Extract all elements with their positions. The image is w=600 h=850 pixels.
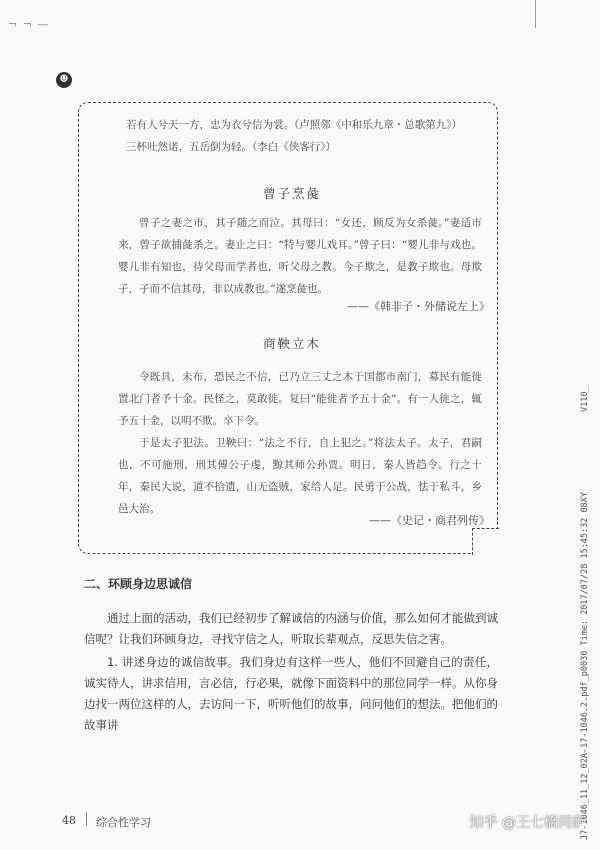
crop-line [535,0,536,28]
footer-divider [86,812,87,826]
section-heading: 二、环顾身边思诚信 [84,577,193,591]
footer-label: 综合性学习 [96,816,151,829]
body-paragraph-2: 1. 讲述身边的诚信故事。我们身边有这样一些人，他们不回避自己的责任，诚实待人，讲求信用，言必信，行必果，就像下面资料中的那位同学一样。从你身边找一两位这样的人，去访问一下，听听他们的故事，问问他们的想法。把他们的故事讲 [84,655,498,732]
story2-text-1: 令既具，未布，恐民之不信，已乃立三丈之木于国都市南门，募民有能徙置北门者予十金。民怪之，莫敢徙。复曰“能徙者予五十金”。有一人徙之，辄予五十金，以明不欺。卒下令。 [118,371,482,427]
body-paragraph-1: 通过上面的活动，我们已经初步了解诚信的内涵与价值，那么如何才能做到诚信呢？让我们环顾身边，寻找守信之人，听取长辈观点，反思失信之害。 [84,611,498,646]
quote-line-1: 若有人兮天一方，忠为衣兮信为裳。（卢照邻《中和乐九章・总歌第九》） [126,119,462,131]
story2-title: 商鞅立木 [262,336,321,351]
print-slug: J7-1046_11_12_02A-17-1046.2.pdf_p0030 Time: 2017/07/28 15:45:32 08XY [580,492,590,840]
story1-title: 曾子烹彘 [262,186,321,201]
story1-source: ——《韩非子・外储说左上》 [347,300,490,313]
watermark: 知乎 @王七橋同萨 [469,815,586,831]
story2-source: ——《史记・商君列传》 [369,514,490,527]
story1-text: 曾子之妻之市，其子随之而泣。其母曰：“女还，顾反为女杀彘。”妻适市来，曾子欲捕彘杀之。妻止之曰：“特与婴儿戏耳。”曾子曰：“婴儿非与戏也。婴儿非有知也，待父母而学者也，听父母之教。今子欺之，是教子欺也。母欺子，子而不信其母，非以成教也。”遂烹彘也。 [118,217,482,295]
page-number: 48 [62,814,76,827]
story2-text-2: 于是太子犯法。卫鞅曰：“法之不行，自上犯之。”将法太子。太子，君嗣也，不可施刑，刑其傅公子虔，黥其师公孙贾。明日，秦人皆趋令。行之十年，秦民大说，道不拾遗，山无盗贼，家给人足。民勇于公战，怯于私斗，乡邑大治。 [118,437,482,515]
side-code: V110_ [580,386,590,412]
reading-icon: ☻ [56,72,72,88]
quote-line-2: 三杯吐然诺，五岳倒为轻。（李白《侠客行》） [126,141,336,153]
crop-marks: ¬ ¬ — [8,18,50,31]
